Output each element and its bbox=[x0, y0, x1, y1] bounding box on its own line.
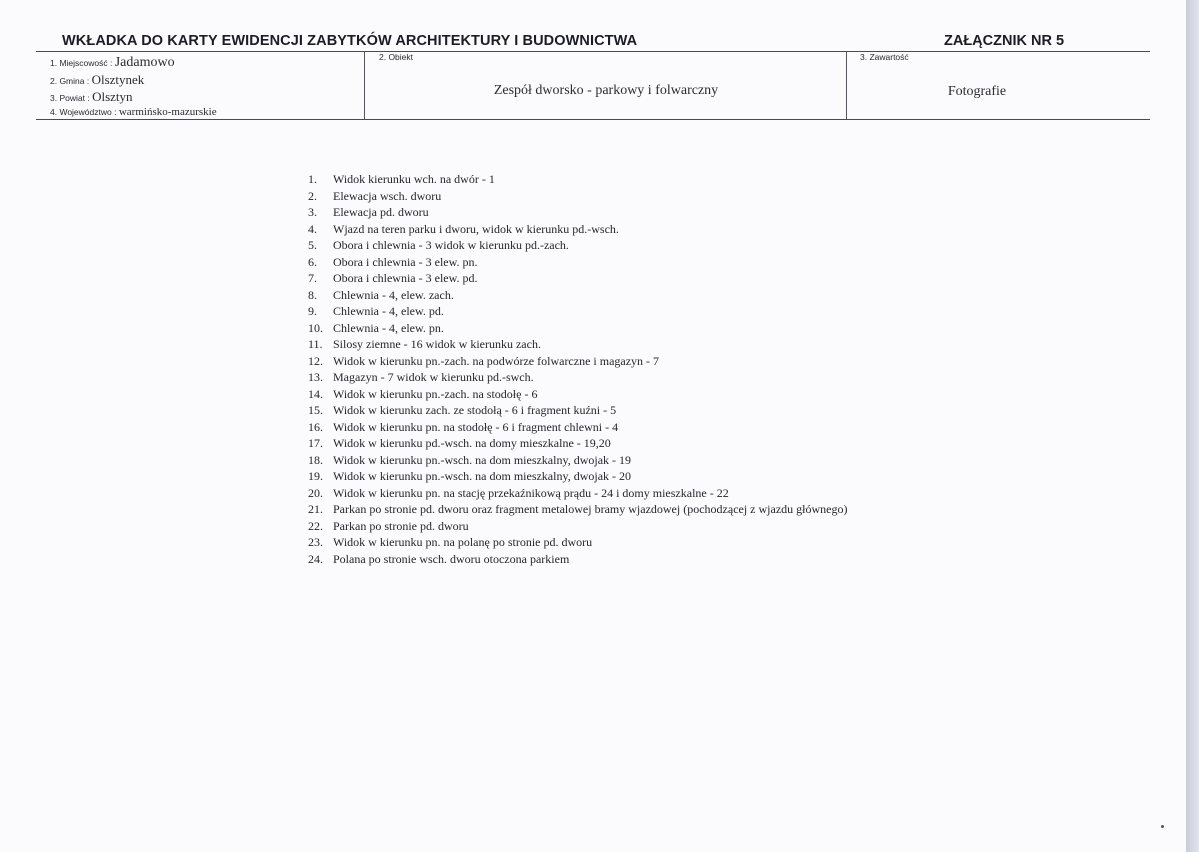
list-item-text: Magazyn - 7 widok w kierunku pd.-swch. bbox=[333, 370, 534, 384]
list-item bbox=[300, 237, 847, 254]
list-item bbox=[300, 485, 847, 502]
list-item bbox=[300, 452, 847, 469]
list-item bbox=[300, 402, 847, 419]
photo-list bbox=[300, 171, 847, 567]
contents-value: Fotografie bbox=[947, 84, 1007, 99]
field-powiat-value: Olsztyn bbox=[92, 89, 133, 104]
list-item bbox=[300, 419, 847, 436]
field-gmina-label: 2. Gmina : bbox=[50, 76, 90, 86]
list-item-number: 17. bbox=[308, 436, 323, 450]
list-item-text: Elewacja wsch. dworu bbox=[333, 188, 442, 203]
list-item-text: Widok w kierunku pn.-zach. na stodołę - 6 bbox=[333, 386, 538, 401]
list-item bbox=[300, 518, 847, 535]
list-item-text: Widok kierunku wch. na dwór - 1 bbox=[333, 172, 495, 186]
list-item-text: Obora i chlewnia - 3 elew. pd. bbox=[333, 271, 478, 285]
contents-label: 3. Zawartość bbox=[860, 52, 909, 62]
list-item-text: Widok w kierunku pn.-zach. na podwórze folwarczne i magazyn - 7 bbox=[333, 353, 660, 368]
list-item-number: 23. bbox=[308, 535, 323, 549]
list-item bbox=[300, 386, 847, 403]
field-gmina bbox=[50, 72, 144, 88]
object-label: 2. Obiekt bbox=[379, 52, 414, 62]
list-item bbox=[300, 188, 847, 205]
field-miejscowosc-value: Jadamowo bbox=[114, 55, 175, 70]
list-item-text: Obora i chlewnia - 3 elew. pn. bbox=[333, 254, 478, 269]
list-item-text: Parkan po stronie pd. dworu oraz fragment metalowej bramy wjazdowej (pochodzącej z wjazdu głównego) bbox=[333, 502, 848, 516]
field-wojewodztwo-label: 4. Województwo : bbox=[50, 107, 117, 117]
column-divider-1 bbox=[364, 52, 365, 119]
header-top-rule bbox=[36, 51, 1150, 52]
list-item-text: Chlewnia - 4, elew. zach. bbox=[333, 287, 454, 302]
list-item-number: 19. bbox=[308, 469, 323, 483]
list-item bbox=[300, 435, 847, 452]
list-item-number: 14. bbox=[308, 386, 323, 401]
speck bbox=[1161, 825, 1164, 828]
list-item-text: Widok w kierunku pd.-wsch. na domy mieszkalne - 19,20 bbox=[333, 436, 611, 450]
list-item-number: 21. bbox=[308, 502, 323, 516]
list-item-number: 12. bbox=[308, 353, 323, 368]
scanner-edge bbox=[1186, 0, 1199, 852]
list-item-number: 16. bbox=[308, 419, 323, 434]
list-item bbox=[300, 254, 847, 271]
list-item bbox=[300, 501, 847, 518]
list-item-number: 22. bbox=[308, 518, 323, 533]
header-bottom-rule bbox=[36, 119, 1150, 120]
list-item-number: 8. bbox=[308, 287, 317, 302]
list-item-number: 15. bbox=[308, 403, 323, 417]
list-item bbox=[300, 303, 847, 320]
list-item bbox=[300, 320, 847, 337]
list-item-text: Widok w kierunku pn. na stodołę - 6 i fragment chlewni - 4 bbox=[333, 419, 619, 434]
list-item-text: Silosy ziemne - 16 widok w kierunku zach. bbox=[333, 337, 541, 351]
list-item-text: Obora i chlewnia - 3 widok w kierunku pd.-zach. bbox=[333, 238, 569, 252]
list-item-text: Elewacja pd. dworu bbox=[333, 205, 429, 219]
list-item bbox=[300, 270, 847, 287]
list-item-number: 13. bbox=[308, 370, 323, 384]
list-item-text: Polana po stronie wsch. dworu otoczona parkiem bbox=[333, 551, 570, 566]
list-item bbox=[300, 353, 847, 370]
list-item-number: 10. bbox=[308, 320, 323, 335]
list-item-number: 2. bbox=[308, 188, 317, 203]
list-item bbox=[300, 468, 847, 485]
list-item-number: 3. bbox=[308, 205, 317, 219]
list-item-number: 6. bbox=[308, 254, 317, 269]
list-item-text: Widok w kierunku zach. ze stodołą - 6 i fragment kuźni - 5 bbox=[333, 403, 617, 417]
list-item bbox=[300, 551, 847, 568]
list-item bbox=[300, 171, 847, 188]
list-item bbox=[300, 369, 847, 386]
document-title: WKŁADKA DO KARTY EWIDENCJI ZABYTKÓW ARCHITEKTURY I BUDOWNICTWA bbox=[62, 33, 638, 49]
list-item-text: Widok w kierunku pn. na stację przekaźnikową prądu - 24 i domy mieszkalne - 22 bbox=[333, 485, 729, 500]
list-item-number: 7. bbox=[308, 271, 317, 285]
list-item bbox=[300, 287, 847, 304]
list-item-number: 1. bbox=[308, 172, 317, 186]
list-item bbox=[300, 336, 847, 353]
list-item-number: 20. bbox=[308, 485, 323, 500]
field-gmina-value: Olsztynek bbox=[91, 72, 145, 87]
list-item bbox=[300, 534, 847, 551]
list-item-number: 9. bbox=[308, 304, 317, 318]
field-powiat bbox=[50, 89, 133, 105]
object-value: Zespół dworsko - parkowy i folwarczny bbox=[493, 83, 719, 98]
list-item-text: Chlewnia - 4, elew. pn. bbox=[333, 320, 444, 335]
list-item-text: Widok w kierunku pn. na polanę po stronie pd. dworu bbox=[333, 535, 593, 549]
list-item-text: Widok w kierunku pn.-wsch. na dom mieszkalny, dwojak - 19 bbox=[333, 452, 632, 467]
list-item-number: 4. bbox=[308, 221, 317, 236]
field-powiat-label: 3. Powiat : bbox=[50, 93, 90, 103]
list-item-text: Parkan po stronie pd. dworu bbox=[333, 518, 469, 533]
list-item-text: Chlewnia - 4, elew. pd. bbox=[333, 304, 444, 318]
list-item-number: 11. bbox=[308, 337, 323, 351]
column-divider-2 bbox=[846, 52, 847, 119]
field-miejscowosc-label: 1. Miejscowość : bbox=[50, 58, 113, 68]
list-item-number: 5. bbox=[308, 238, 317, 252]
list-item-text: Wjazd na teren parku i dworu, widok w kierunku pd.-wsch. bbox=[333, 221, 619, 236]
list-item-number: 18. bbox=[308, 452, 323, 467]
list-item bbox=[300, 204, 847, 221]
field-miejscowosc bbox=[50, 55, 175, 71]
field-wojewodztwo bbox=[50, 106, 217, 118]
annex-number: ZAŁĄCZNIK NR 5 bbox=[944, 33, 1065, 49]
list-item-text: Widok w kierunku pn.-wsch. na dom mieszkalny, dwojak - 20 bbox=[333, 469, 632, 483]
list-item bbox=[300, 221, 847, 238]
list-item-number: 24. bbox=[308, 551, 323, 566]
field-wojewodztwo-value: warmińsko-mazurskie bbox=[118, 106, 217, 118]
